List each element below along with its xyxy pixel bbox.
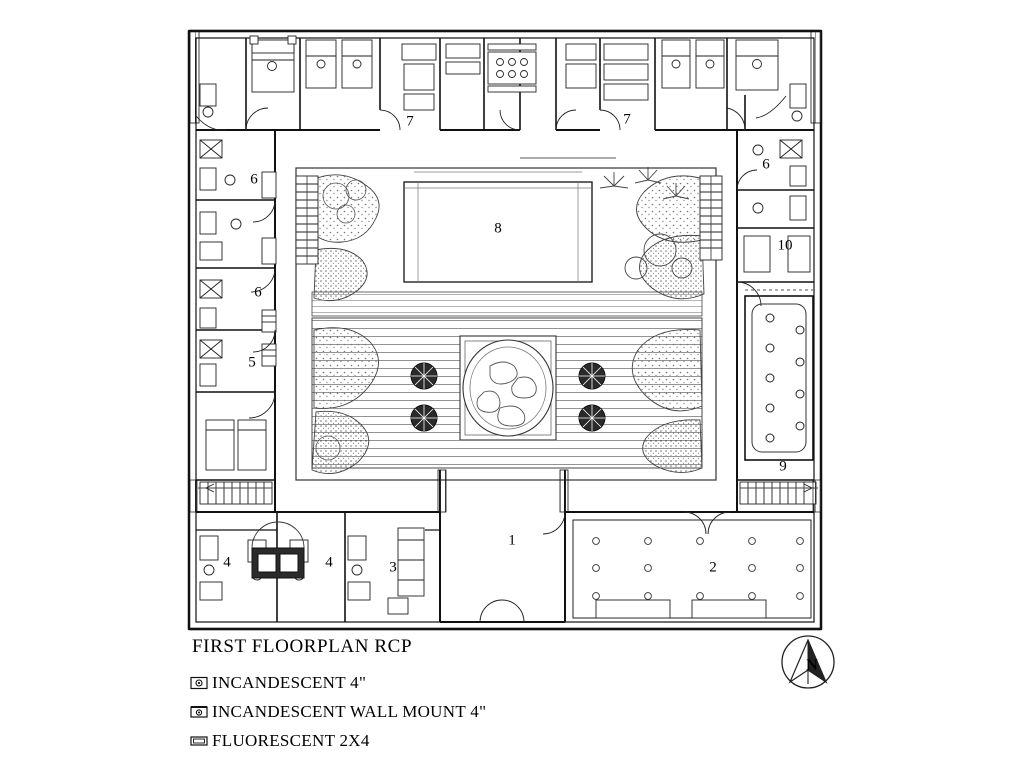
room-label-10: 10 (777, 237, 793, 254)
legend-item-fluorescent (190, 726, 610, 755)
legend-item-incandescent (190, 668, 610, 697)
room-label-5: 5 (248, 354, 256, 371)
drawing-title: FIRST FLOORPLAN RCP (192, 636, 413, 657)
legend-item-incandescent-wall-mount (190, 697, 610, 726)
legend-label-fluorescent: FLUORESCENT 2X4 (212, 730, 370, 750)
room-label-6a: 6 (250, 171, 258, 188)
room-label-6b: 6 (254, 284, 262, 301)
room-label-4a: 4 (223, 554, 231, 571)
north-arrow-label: N (806, 657, 818, 674)
room-label-8: 8 (494, 220, 502, 237)
room-label-1: 1 (508, 532, 516, 549)
room-label-7b: 7 (623, 111, 631, 128)
room-label-7a: 7 (406, 113, 414, 130)
fluorescent-2x4-icon (190, 735, 212, 747)
legend-label-incandescent-wall-mount: INCANDESCENT WALL MOUNT 4" (212, 701, 487, 721)
room-label-2: 2 (709, 559, 717, 576)
incandescent-wall-mount-icon (190, 705, 212, 719)
room-label-4b: 4 (325, 554, 333, 571)
incandescent-ceiling-icon (190, 676, 212, 690)
room-label-6c: 6 (762, 156, 770, 173)
legend (190, 668, 610, 755)
room-label-3: 3 (389, 559, 397, 576)
legend-label-incandescent: INCANDESCENT 4" (212, 672, 367, 692)
room-label-9: 9 (779, 458, 787, 475)
